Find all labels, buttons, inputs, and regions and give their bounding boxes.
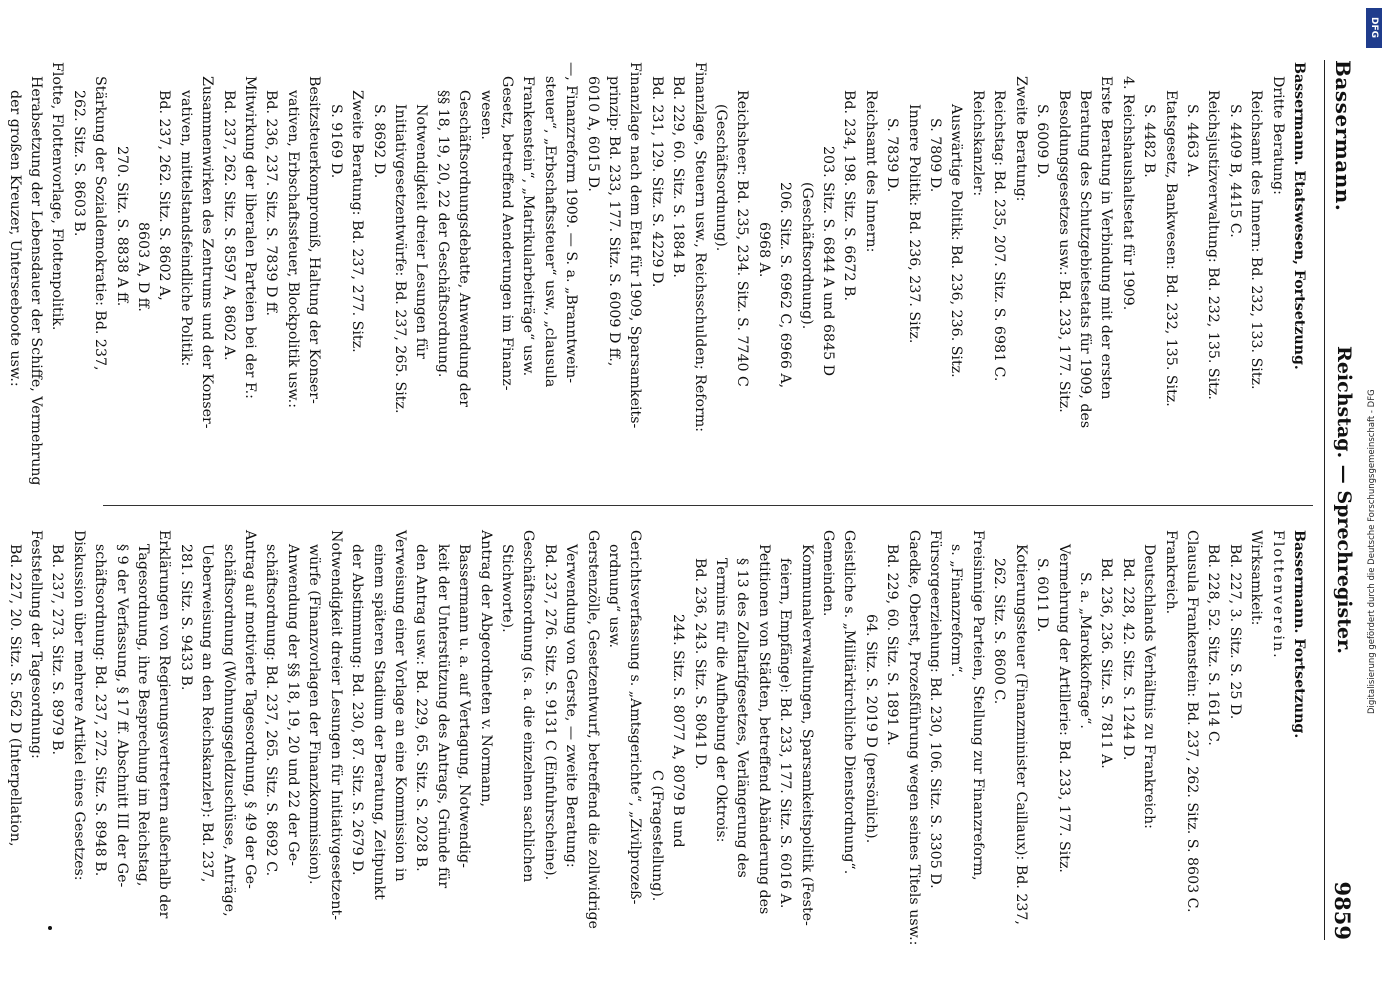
register-line: Reichstag: Bd. 235, 207. Sitz. S. 6981 C. <box>991 90 1008 382</box>
register-line: S. 4482 B. <box>1141 104 1158 178</box>
register-line: Frankenstein“, „Matrikularbeiträge“ usw. <box>520 76 537 377</box>
register-line: S. a. „Marokkofrage“. <box>1076 572 1093 729</box>
register-line: S. 7809 D. <box>927 118 944 193</box>
register-line: 244. Sitz. S. 8077 A, 8079 B und <box>670 614 687 848</box>
register-line: Reichsamt des Innern: Bd. 232, 133. Sitz. <box>1248 90 1265 390</box>
column-divider <box>103 505 1313 506</box>
register-line: Kotierungssteuer (Finanzminister Caillaux): Bd. 237, <box>1012 544 1029 925</box>
register-line: keit der Unterstützung des Antrags, Gründe für <box>434 544 451 889</box>
register-line: vativen, mittelstandsfeindliche Politik: <box>177 90 194 367</box>
register-line: Wirksamkeit: <box>1248 530 1265 626</box>
register-line: 64. Sitz. S. 2019 D (persönlich). <box>862 614 879 844</box>
register-line: Zweite Beratung: <box>1012 76 1029 202</box>
register-line: Bd. 237, 276. Sitz. S. 9131 C (Einfuhrscheine). <box>541 544 558 881</box>
register-line: wesen. <box>477 90 494 140</box>
register-line: S. 4463 A. <box>1183 104 1200 178</box>
register-line: Bd. 227, 20. Sitz. S. 562 D (Interpellation, <box>6 544 23 847</box>
register-line: 281. Sitz. S. 9433 B. <box>177 544 194 691</box>
register-line: Bd. 236, 243. Sitz. S. 8041 D. <box>691 558 708 770</box>
register-line: Deutschlands Verhältnis zu Frankreich: <box>1141 544 1158 829</box>
register-line: Anwendung der §§ 18, 19, 20 und 22 der Ge- <box>284 544 301 866</box>
header-name: Bassermann. <box>1331 60 1355 212</box>
register-line: Bassermann. Etatswesen, Fortsetzung. <box>1291 62 1307 370</box>
register-line: Zweite Beratung: Bd. 237, 277. Sitz. <box>349 90 366 353</box>
register-line: Auswärtige Politik: Bd. 236, 236. Sitz. <box>948 104 965 378</box>
register-line: Beratung des Schutzgebietsetats für 1909, des <box>1076 90 1093 429</box>
register-line: einem späteren Stadium der Beratung, Zeitpunkt <box>370 544 387 900</box>
register-line: s. „Finanzreform“. <box>948 544 965 678</box>
register-line: 203. Sitz. S. 6844 A und 6845 D <box>820 146 837 377</box>
digitization-note: Digitalisierung gefördert durch die Deutsche Forschungsgemeinschaft - DFG <box>1367 389 1377 714</box>
register-line: Stärkung der Sozialdemokratie: Bd. 237, <box>92 76 109 371</box>
register-line: Innere Politik: Bd. 236, 237. Sitz. <box>905 104 922 344</box>
register-line: Verwendung von Gerste, — zweite Beratung: <box>563 544 580 868</box>
register-line: Erklärungen von Regierungsvertretern außerhalb der <box>156 530 173 919</box>
register-line: vativen, Erbschaftssteuer, Blockpolitik usw.: <box>284 90 301 408</box>
register-line: S. 7839 D. <box>884 118 901 193</box>
register-line: Herabsetzung der Lebensdauer der Schiffe, Vermehrung <box>28 76 45 486</box>
register-line: Frankreich. <box>1162 530 1179 615</box>
register-line: Zusammenwirken des Zentrums und der Konser- <box>199 76 216 429</box>
register-line: Verweisung einer Vorlage an eine Kommission in <box>391 530 408 882</box>
register-line: Bd. 231, 129. Sitz. S. 4229 D. <box>648 76 665 288</box>
register-line: C (Fragestellung). <box>648 770 665 902</box>
register-line: prinzip: Bd. 233, 177. Sitz. S. 6009 D ff., <box>606 76 622 367</box>
register-line: § 9 der Verfassung, § 17 ff. Abschnitt III der Ge- <box>113 544 130 888</box>
register-line: S. 4409 B, 4415 C. <box>1226 104 1243 238</box>
register-line: Diskussion über mehrere Artikel eines Gesetzes: <box>70 530 87 881</box>
register-line: 6968 A. <box>755 222 772 278</box>
register-line: Gerstenzölle, Gesetzentwurf, betreffend die zollwidrige <box>584 530 601 929</box>
register-line: Flotte, Flottenvorlage, Flottenpolitik. <box>49 62 66 331</box>
right-column <box>0 530 1309 970</box>
register-line: Bd. 229, 60. Sitz. S. 1884 B. <box>670 76 687 278</box>
register-line: Bd. 234, 198. Sitz. S. 6672 B. <box>841 90 858 301</box>
register-line: Clausula Frankenstein: Bd. 237, 262. Sitz. S. 8603 C. <box>1183 530 1200 913</box>
register-line: schäftsordnung (Wohnungsgeldzuschüsse, Anträge, <box>220 544 237 917</box>
register-line: Bassermann. Fortsetzung. <box>1291 530 1307 739</box>
register-line: Vermehrung der Artillerie: Bd. 233, 177. Sitz. <box>1055 544 1072 873</box>
register-line: Termins für die Aufhebung der Oktrois: <box>713 558 730 843</box>
register-line: Ueberweisung an den Reichskanzler): Bd. 237, <box>199 544 216 883</box>
register-line: Bd. 237, 273. Sitz. S. 8979 B. <box>49 544 66 755</box>
register-line: schäftsordnung: Bd. 237, 265. Sitz. S. 8692 C. <box>263 544 280 877</box>
register-line: 262. Sitz. S. 8600 C. <box>991 558 1008 705</box>
register-line: würfe (Finanzvorlagen der Finanzkommission). <box>306 544 323 885</box>
register-line: Dritte Beratung: <box>1269 76 1286 195</box>
register-line: ordnung“ usw. <box>606 544 622 649</box>
register-line: Etatsgesetz, Bankwesen: Bd. 232, 135. Sitz. <box>1162 90 1179 407</box>
dfg-logo: DFG <box>1366 8 1382 48</box>
register-line: S. 9169 D. <box>327 104 344 179</box>
register-line: S. 6011 D. <box>1034 558 1051 633</box>
register-line: Erste Beratung in Verbindung mit der ersten <box>1098 76 1115 400</box>
register-line: Besitzsteuerkompromiß, Haltung der Konser- <box>306 76 323 404</box>
register-line: Antrag der Abgeordneten v. Normann, <box>477 530 494 807</box>
register-line: 262. Sitz. S. 8603 B. <box>70 90 87 237</box>
register-line: Reichskanzler: <box>969 90 986 197</box>
register-line: Antrag auf motivierte Tagesordnung, § 49 der Ge- <box>242 530 259 889</box>
register-line: 206. Sitz. S. 6962 C, 6966 A, <box>777 182 794 389</box>
register-line: Kommunalverwaltungen, Sparsamkeitspolitik (Feste- <box>798 544 815 926</box>
register-line: Petitionen von Städten, betreffend Abänderung des <box>755 544 772 915</box>
register-line: Freisinnige Parteien, Stellung zur Finanzreform, <box>969 530 986 881</box>
register-line: S. 8692 D. <box>370 104 387 179</box>
register-line: der großen Kreuzer, Unterseeboote usw.: <box>6 90 23 387</box>
register-line: S. 6009 D. <box>1034 104 1051 179</box>
register-line: Bd. 237, 262. Sitz. S. 8597 A, 8602 A. <box>220 90 237 361</box>
register-line: feiern, Empfänge): Bd. 233, 177. Sitz. S. 6016 A. <box>777 558 794 909</box>
register-line: Reichsheer: Bd. 235, 234. Sitz. S. 7740 C <box>734 90 751 387</box>
register-line: schäftsordnung: Bd. 237, 272. Sitz. S. 8948 B. <box>92 544 109 877</box>
page-number: 9859 <box>1330 881 1355 940</box>
register-line: Bd. 228, 52. Sitz. S. 1614 C. <box>1205 544 1222 746</box>
register-line: Mitwirkung der liberalen Parteien bei der F.: <box>242 76 259 399</box>
register-line: Flottenverein. <box>1269 530 1286 660</box>
register-line: § 13 des Zolltarifgesetzes, Verlängerung des <box>734 558 751 878</box>
register-line: Finanzlage, Steuern usw., Reichsschulden; Reform: <box>691 62 708 433</box>
register-line: 270. Sitz. S. 8838 A ff. <box>113 146 130 307</box>
register-line: Bd. 229, 60. Sitz. S. 1891 A. <box>884 544 901 746</box>
register-line: —, Finanzreform 1909. — S. a. „Branntwein- <box>563 62 580 384</box>
register-line: Initiativgesetzentwürfe: Bd. 237, 265. Sitz. <box>391 104 408 414</box>
register-line: Bd. 237, 262. Sitz. S. 8602 A, <box>156 90 173 301</box>
register-line: der Abstimmung: Bd. 230, 87. Sitz. S. 2679 D. <box>349 544 366 876</box>
register-line: Tagesordnung, ihre Besprechung im Reichstag, <box>135 544 152 887</box>
register-line: Bd. 236, 237. Sitz. S. 7839 D ff. <box>263 90 280 316</box>
scan-dot <box>48 926 52 930</box>
register-line: Besoldungsgesetzes usw.: Bd. 233, 177. Sitz. <box>1055 90 1072 413</box>
register-line: steuer“, „Erbschaftssteuer“ usw., „clausula <box>541 76 558 388</box>
register-line: Finanzlage nach dem Etat für 1909, Sparsamkeits- <box>627 62 644 429</box>
register-line: Geschäftsordnungsdebatte, Anwendung der <box>456 90 473 408</box>
page-header <box>1324 60 1365 940</box>
register-line: Bd. 228, 42. Sitz. S. 1244 D. <box>1119 558 1136 761</box>
register-line: Notwendigkeit dreier Lesungen für <box>413 104 430 359</box>
register-line: 8603 A, D ff. <box>135 222 152 312</box>
register-line: Gaedke, Oberst, Prozeßführung wegen seines Titels usw.: <box>905 530 922 946</box>
digitization-strip <box>1365 8 1383 998</box>
register-line: Geschäftsordnung (s. a. die einzelnen sachlichen <box>520 530 537 883</box>
register-line: Gesetz, betreffend Aenderungen im Finanz- <box>498 76 515 391</box>
register-line: Bd. 236, 236. Sitz. S. 7811 A. <box>1098 558 1115 769</box>
register-line: den Antrag usw.: Bd. 229, 65. Sitz. S. 2028 B. <box>413 544 430 872</box>
register-line: §§ 18, 19, 20, 22 der Geschäftsordnung. <box>434 90 451 378</box>
register-line: 4. Reichshaushaltsetat für 1909. <box>1119 76 1136 311</box>
register-line: Bassermann u. a. auf Vertagung, Notwendig- <box>456 544 473 868</box>
register-line: (Geschäftsordnung). <box>713 104 730 252</box>
register-line: Reichsamt des Innern: <box>862 90 879 253</box>
register-line: Gemeinden. <box>820 530 837 617</box>
register-line: Feststellung der Tagesordnung: <box>28 530 45 759</box>
register-line: Stichworte). <box>498 544 515 633</box>
register-line: Fürsorgeerziehung: Bd. 230, 106. Sitz. S. 3305 D. <box>927 530 944 889</box>
left-column <box>0 62 1309 502</box>
register-line: Gerichtsverfassung s. „Amtsgerichte“, „Zivilprozeß- <box>627 530 644 905</box>
register-line <box>0 62 3 502</box>
register-line: Bd. 227, 3. Sitz. S. 25 D. <box>1226 544 1243 720</box>
register-line: (Geschäftsordnung). <box>798 182 815 330</box>
register-line: 6010 A, 6015 D. <box>584 76 601 192</box>
register-line: Geistliche s. „Militärkirchliche Dienstordnung“. <box>841 530 858 875</box>
header-title: Reichstag. — Sprechregister. <box>1333 346 1355 654</box>
register-line: Reichsjustizverwaltung: Bd. 232, 135. Sitz. <box>1205 90 1222 400</box>
register-line: Notwendigkeit dreier Lesungen für Initiativgesetzent- <box>327 530 344 921</box>
